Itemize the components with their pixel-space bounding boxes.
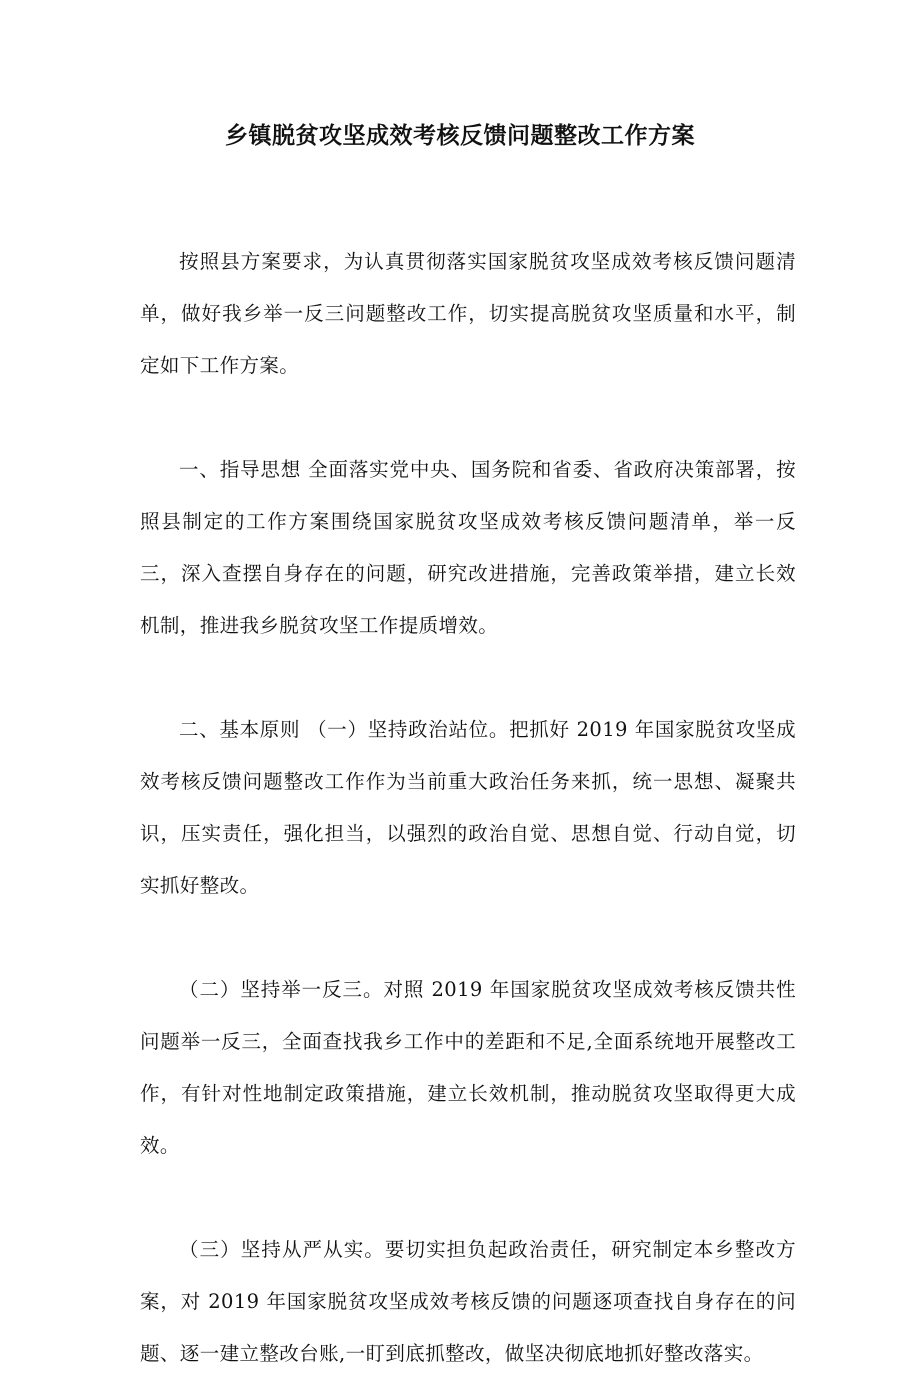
- paragraph-principle-strict-practical: （三）坚持从严从实。要切实担负起政治责任，研究制定本乡整改方案，对 2019 年国家脱贫攻坚成效考核反馈的问题逐项查找自身存在的问题、逐一建立整改台账,一盯到底抓整改，做坚决彻底地抓好整改落实。: [140, 1238, 796, 1365]
- paragraph-principle-draw-inferences: （二）坚持举一反三。对照 2019 年国家脱贫攻坚成效考核反馈共性问题举一反三，全面查找我乡工作中的差距和不足,全面系统地开展整改工作，有针对性地制定政策措施，建立长效机制，推动脱贫攻坚取得更大成效。: [140, 978, 796, 1157]
- paragraph-principle-political-stance: 二、基本原则 （一）坚持政治站位。把抓好 2019 年国家脱贫攻坚成效考核反馈问题整改工作作为当前重大政治任务来抓，统一思想、凝聚共识，压实责任，强化担当，以强烈的政治自觉、思想自觉、行动自觉，切实抓好整改。: [140, 718, 796, 897]
- document-body: [140, 236, 796, 1380]
- document-title: 乡镇脱贫攻坚成效考核反馈问题整改工作方案: [225, 123, 695, 149]
- paragraph-guiding-ideology: 一、指导思想 全面落实党中央、国务院和省委、省政府决策部署，按照县制定的工作方案围绕国家脱贫攻坚成效考核反馈问题清单，举一反三，深入查摆自身存在的问题，研究改进措施，完善政策举措，建立长效机制，推进我乡脱贫攻坚工作提质增效。: [140, 458, 796, 637]
- paragraph-intro: 按照县方案要求，为认真贯彻落实国家脱贫攻坚成效考核反馈问题清单，做好我乡举一反三问题整改工作，切实提高脱贫攻坚质量和水平，制定如下工作方案。: [140, 250, 796, 377]
